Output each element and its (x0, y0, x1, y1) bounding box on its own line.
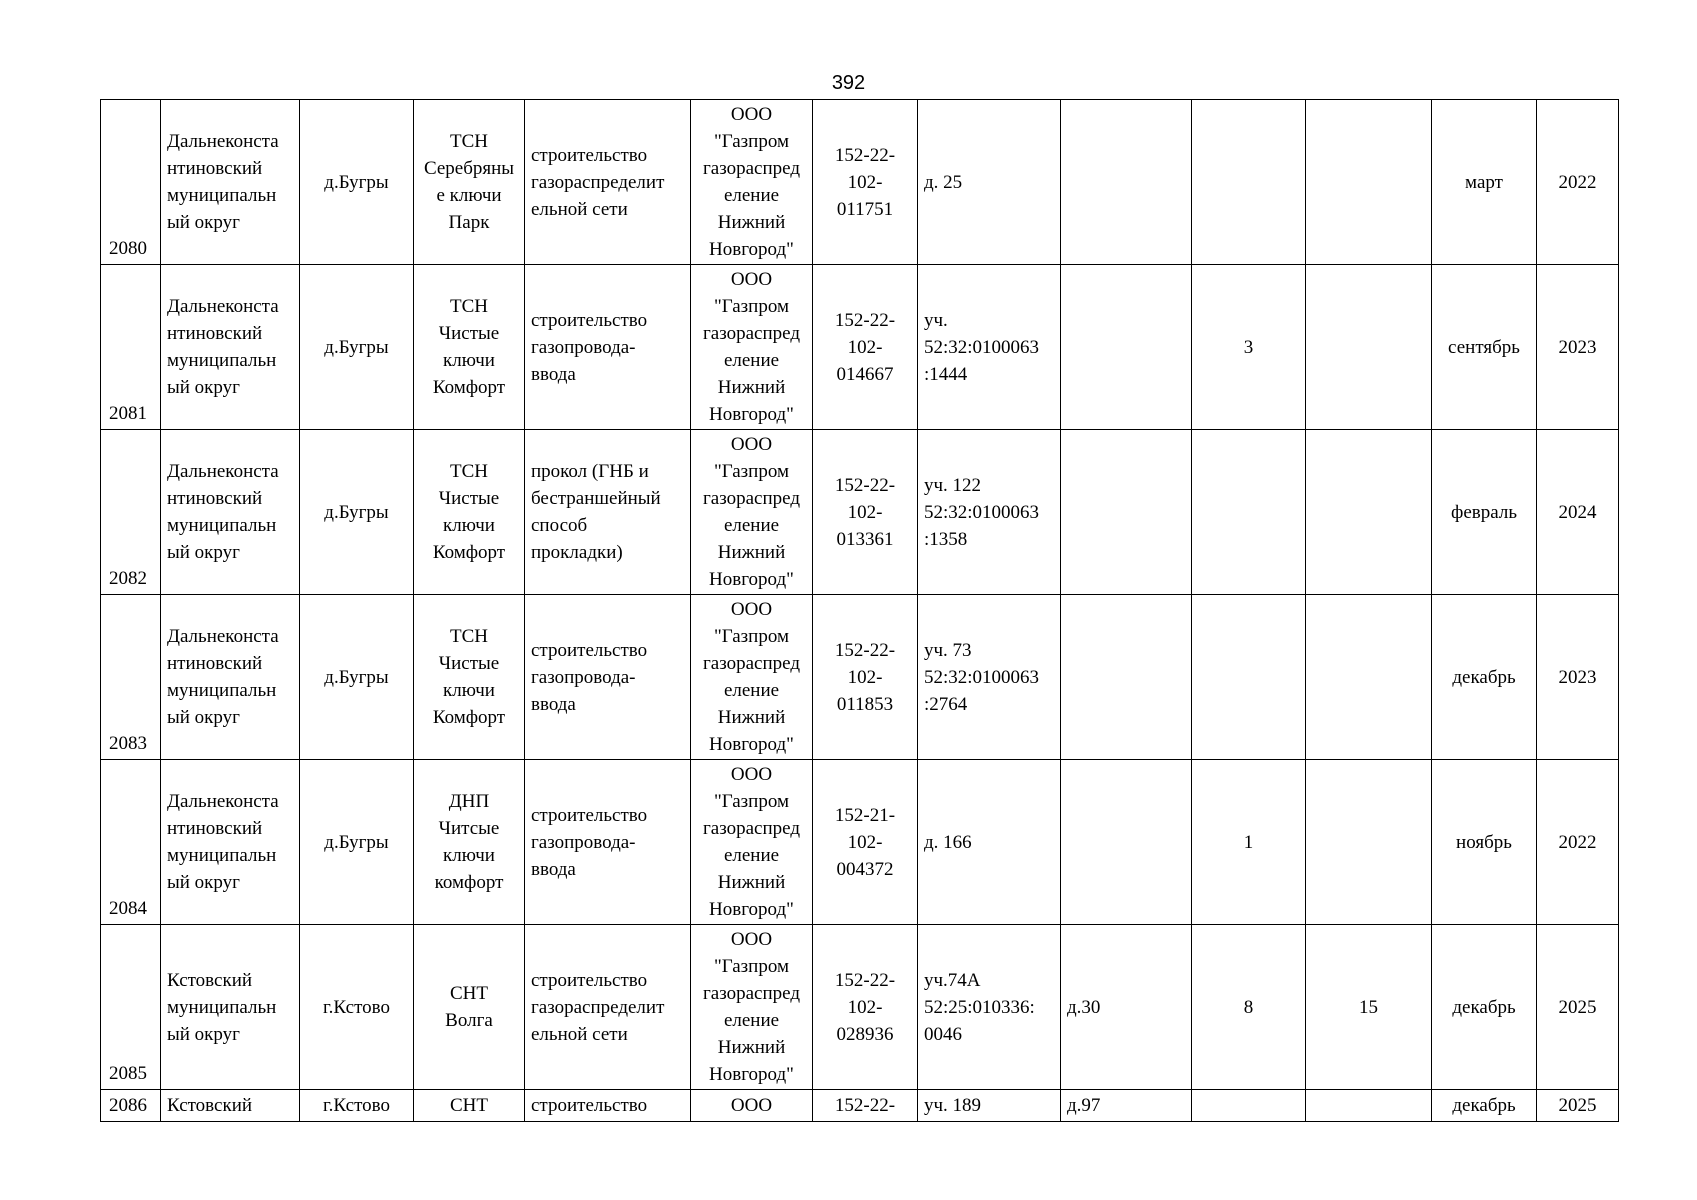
contract-text: 152-22- 102- 014667 (834, 309, 896, 385)
locality-cell (300, 100, 414, 265)
row-number-cell (101, 100, 161, 265)
address-text: д. 25 (924, 171, 963, 193)
organization-cell (691, 925, 813, 1090)
address-cell (918, 925, 1061, 1090)
address-text: уч. 73 52:32:0100063 :2764 (924, 639, 1040, 715)
org-text: ООО "Газпром газораспред еление Нижний Новгород" (702, 269, 800, 425)
num-text: 2085 (109, 1063, 147, 1084)
year-cell (1537, 1090, 1619, 1122)
month-text: декабрь (1452, 666, 1516, 688)
contract-text: 152-22- 102- 028936 (834, 969, 896, 1045)
num-text: 2086 (109, 1095, 147, 1116)
month-text: декабрь (1452, 1095, 1516, 1116)
contract-text: 152-22- (834, 1095, 896, 1116)
col10-text: 8 (1243, 996, 1254, 1018)
month-cell (1432, 100, 1537, 265)
object-cell (414, 265, 525, 430)
locality-cell (300, 1090, 414, 1122)
work-text: строительство газопровода- ввода (531, 309, 648, 385)
count-a-cell (1192, 1090, 1306, 1122)
address-text: уч. 52:32:0100063 :1444 (924, 309, 1040, 385)
col9-text: д.30 (1067, 996, 1101, 1018)
locality-cell (300, 265, 414, 430)
district-text: Кстовский (167, 1095, 253, 1116)
table-row (101, 760, 1619, 925)
work-text: строительство газораспределит ельной сети (531, 144, 665, 220)
district-text: Кстовский муниципальн ый округ (167, 969, 277, 1045)
organization-cell (691, 1090, 813, 1122)
month-cell (1432, 925, 1537, 1090)
table-body (101, 100, 1619, 1122)
locality-cell (300, 760, 414, 925)
locality-text: д.Бугры (324, 336, 389, 358)
month-text: декабрь (1452, 996, 1516, 1018)
org-text: ООО "Газпром газораспред еление Нижний Новгород" (702, 104, 800, 260)
contract-text: 152-22- 102- 011853 (834, 639, 896, 715)
row-number-cell (101, 1090, 161, 1122)
count-a-cell (1192, 265, 1306, 430)
work-text: строительство газораспределит ельной сети (531, 969, 665, 1045)
month-cell (1432, 760, 1537, 925)
org-text: ООО "Газпром газораспред еление Нижний Новгород" (702, 929, 800, 1085)
contract-number-cell (813, 1090, 918, 1122)
contract-number-cell (813, 760, 918, 925)
work-type-cell (525, 1090, 691, 1122)
contract-text: 152-22- 102- 013361 (834, 474, 896, 550)
organization-cell (691, 100, 813, 265)
locality-text: д.Бугры (324, 666, 389, 688)
count-b-cell (1306, 100, 1432, 265)
year-text: 2023 (1558, 666, 1597, 688)
table-row (101, 1090, 1619, 1122)
month-cell (1432, 595, 1537, 760)
locality-text: д.Бугры (324, 831, 389, 853)
object-text: ТСН Чистые ключи Комфорт (432, 626, 506, 728)
year-cell (1537, 430, 1619, 595)
house-cell (1061, 265, 1192, 430)
district-cell (161, 595, 300, 760)
contract-number-cell (813, 925, 918, 1090)
org-text: ООО "Газпром газораспред еление Нижний Новгород" (702, 599, 800, 755)
locality-text: д.Бугры (324, 501, 389, 523)
registry-table (100, 99, 1619, 1122)
district-text: Дальнеконста нтиновский муниципальн ый округ (167, 461, 279, 563)
row-number-cell (101, 925, 161, 1090)
year-text: 2025 (1558, 1095, 1597, 1116)
org-text: ООО "Газпром газораспред еление Нижний Новгород" (702, 764, 800, 920)
count-a-cell (1192, 100, 1306, 265)
work-type-cell (525, 595, 691, 760)
object-text: ТСН Чистые ключи Комфорт (432, 461, 506, 563)
work-type-cell (525, 265, 691, 430)
house-cell (1061, 100, 1192, 265)
locality-text: г.Кстово (323, 996, 390, 1018)
work-type-cell (525, 430, 691, 595)
num-text: 2084 (109, 898, 147, 919)
contract-number-cell (813, 100, 918, 265)
work-text: строительство газопровода- ввода (531, 804, 648, 880)
count-b-cell (1306, 1090, 1432, 1122)
house-cell (1061, 595, 1192, 760)
page-number: 392 (831, 72, 866, 94)
object-text: СНТ Волга (445, 983, 493, 1031)
month-text: февраль (1451, 501, 1517, 523)
count-a-cell (1192, 430, 1306, 595)
object-cell (414, 430, 525, 595)
count-a-cell (1192, 925, 1306, 1090)
district-cell (161, 1090, 300, 1122)
district-text: Дальнеконста нтиновский муниципальн ый округ (167, 791, 279, 893)
district-cell (161, 430, 300, 595)
address-text: уч. 189 (924, 1095, 982, 1116)
year-text: 2024 (1558, 501, 1597, 523)
district-text: Дальнеконста нтиновский муниципальн ый округ (167, 626, 279, 728)
organization-cell (691, 265, 813, 430)
year-text: 2025 (1558, 996, 1597, 1018)
contract-number-cell (813, 430, 918, 595)
num-text: 2082 (109, 568, 147, 589)
address-cell (918, 595, 1061, 760)
row-number-cell (101, 760, 161, 925)
count-a-cell (1192, 760, 1306, 925)
locality-cell (300, 595, 414, 760)
col10-text: 3 (1243, 336, 1254, 358)
month-text: сентябрь (1448, 336, 1520, 358)
count-b-cell (1306, 430, 1432, 595)
table-row (101, 100, 1619, 265)
table-row (101, 430, 1619, 595)
address-text: уч. 122 52:32:0100063 :1358 (924, 474, 1040, 550)
locality-cell (300, 925, 414, 1090)
contract-text: 152-21- 102- 004372 (834, 804, 896, 880)
district-text: Дальнеконста нтиновский муниципальн ый округ (167, 131, 279, 233)
count-b-cell (1306, 595, 1432, 760)
object-text: ДНП Читсые ключи комфорт (434, 791, 504, 893)
address-cell (918, 1090, 1061, 1122)
locality-text: д.Бугры (324, 171, 389, 193)
col9-text: д.97 (1067, 1095, 1101, 1116)
work-text: строительство (531, 1095, 648, 1116)
month-text: ноябрь (1456, 831, 1512, 853)
address-text: уч.74А 52:25:010336: 0046 (924, 969, 1035, 1045)
object-cell (414, 1090, 525, 1122)
contract-number-cell (813, 265, 918, 430)
house-cell (1061, 1090, 1192, 1122)
house-cell (1061, 760, 1192, 925)
count-b-cell (1306, 760, 1432, 925)
col11-text: 15 (1359, 996, 1378, 1018)
table-row (101, 595, 1619, 760)
work-text: прокол (ГНБ и бестраншейный способ прокладки) (531, 461, 661, 563)
org-text: ООО (730, 1095, 773, 1116)
contract-number-cell (813, 595, 918, 760)
month-text: март (1465, 171, 1503, 193)
locality-text: г.Кстово (323, 1095, 390, 1116)
num-text: 2083 (109, 733, 147, 754)
work-type-cell (525, 100, 691, 265)
table-row (101, 925, 1619, 1090)
object-text: ТСН Чистые ключи Комфорт (432, 296, 506, 398)
col10-text: 1 (1243, 831, 1254, 853)
organization-cell (691, 595, 813, 760)
district-text: Дальнеконста нтиновский муниципальн ый округ (167, 296, 279, 398)
year-cell (1537, 925, 1619, 1090)
table-row (101, 265, 1619, 430)
month-cell (1432, 430, 1537, 595)
month-cell (1432, 1090, 1537, 1122)
organization-cell (691, 760, 813, 925)
row-number-cell (101, 430, 161, 595)
house-cell (1061, 430, 1192, 595)
address-cell (918, 265, 1061, 430)
district-cell (161, 100, 300, 265)
district-cell (161, 265, 300, 430)
work-text: строительство газопровода- ввода (531, 639, 648, 715)
district-cell (161, 760, 300, 925)
year-cell (1537, 595, 1619, 760)
row-number-cell (101, 595, 161, 760)
address-text: д. 166 (924, 831, 972, 853)
work-type-cell (525, 925, 691, 1090)
object-cell (414, 595, 525, 760)
district-cell (161, 925, 300, 1090)
count-a-cell (1192, 595, 1306, 760)
house-cell (1061, 925, 1192, 1090)
num-text: 2080 (109, 238, 147, 259)
work-type-cell (525, 760, 691, 925)
address-cell (918, 430, 1061, 595)
object-cell (414, 100, 525, 265)
year-text: 2023 (1558, 336, 1597, 358)
num-text: 2081 (109, 403, 147, 424)
row-number-cell (101, 265, 161, 430)
object-text: СНТ (450, 1095, 488, 1116)
year-cell (1537, 760, 1619, 925)
year-cell (1537, 100, 1619, 265)
object-text: ТСН Серебряны е ключи Парк (423, 131, 515, 233)
month-cell (1432, 265, 1537, 430)
year-text: 2022 (1558, 171, 1597, 193)
org-text: ООО "Газпром газораспред еление Нижний Новгород" (702, 434, 800, 590)
locality-cell (300, 430, 414, 595)
address-cell (918, 100, 1061, 265)
year-text: 2022 (1558, 831, 1597, 853)
count-b-cell (1306, 925, 1432, 1090)
year-cell (1537, 265, 1619, 430)
contract-text: 152-22- 102- 011751 (834, 144, 896, 220)
address-cell (918, 760, 1061, 925)
object-cell (414, 760, 525, 925)
organization-cell (691, 430, 813, 595)
count-b-cell (1306, 265, 1432, 430)
object-cell (414, 925, 525, 1090)
